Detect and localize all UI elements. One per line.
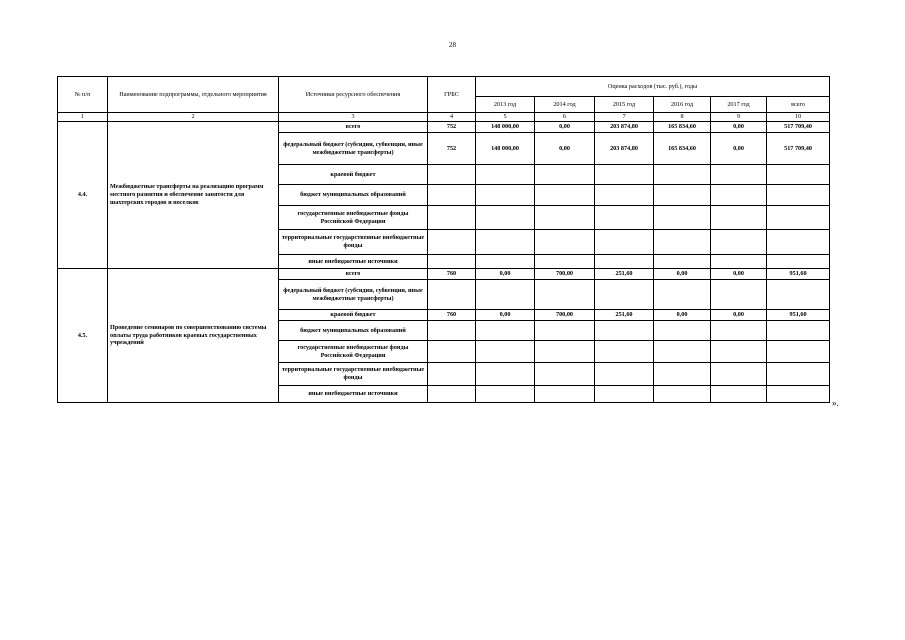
value-cell (767, 165, 830, 185)
source-cell: бюджет муниципальных образований (279, 185, 428, 206)
value-cell (767, 280, 830, 310)
source-cell: всего (279, 269, 428, 280)
value-cell (476, 363, 535, 386)
value-cell (654, 185, 711, 206)
value-cell (711, 280, 767, 310)
value-cell (535, 165, 595, 185)
value-cell (654, 363, 711, 386)
grbs-cell (428, 363, 476, 386)
value-cell (767, 230, 830, 255)
column-number: 3 (279, 113, 428, 122)
value-cell: 0,00 (654, 310, 711, 321)
value-cell (711, 185, 767, 206)
section-code: 4.4. (58, 122, 108, 269)
value-cell (595, 386, 654, 403)
value-cell: 0,00 (476, 310, 535, 321)
value-cell (535, 206, 595, 230)
value-cell (711, 386, 767, 403)
value-cell: 0,00 (711, 269, 767, 280)
value-cell: 203 874,80 (595, 122, 654, 133)
value-cell (535, 386, 595, 403)
value-cell (595, 230, 654, 255)
header-year: 2017 год (711, 97, 767, 113)
grbs-cell: 760 (428, 269, 476, 280)
value-cell (535, 341, 595, 363)
header-year: 2013 год (476, 97, 535, 113)
source-cell: территориальные государственные внебюджетные фонды (279, 363, 428, 386)
source-cell: бюджет муниципальных образований (279, 321, 428, 341)
column-number: 4 (428, 113, 476, 122)
value-cell (767, 341, 830, 363)
value-cell (711, 206, 767, 230)
source-cell: федеральный бюджет (субсидии, субвенции, иные межбюджетные трансферты) (279, 280, 428, 310)
grbs-cell (428, 230, 476, 255)
value-cell (767, 185, 830, 206)
grbs-cell: 752 (428, 122, 476, 133)
value-cell (711, 321, 767, 341)
value-cell (595, 321, 654, 341)
value-cell: 951,60 (767, 269, 830, 280)
source-cell: федеральный бюджет (субсидии, субвенции, иные межбюджетные трансферты) (279, 133, 428, 165)
section-code: 4.5. (58, 269, 108, 403)
value-cell (535, 185, 595, 206)
value-cell (595, 255, 654, 269)
value-cell: 251,60 (595, 310, 654, 321)
value-cell (476, 230, 535, 255)
source-cell: территориальные государственные внебюджетные фонды (279, 230, 428, 255)
value-cell (711, 165, 767, 185)
value-cell (654, 165, 711, 185)
grbs-cell (428, 386, 476, 403)
column-number: 10 (767, 113, 830, 122)
column-number: 5 (476, 113, 535, 122)
value-cell (476, 185, 535, 206)
value-cell: 517 709,40 (767, 122, 830, 133)
header-total: всего (767, 97, 830, 113)
column-number: 1 (58, 113, 108, 122)
header-grbs: ГРБС (428, 77, 476, 113)
header-year: 2016 год (654, 97, 711, 113)
value-cell (535, 230, 595, 255)
value-cell: 0,00 (711, 310, 767, 321)
value-cell: 0,00 (476, 269, 535, 280)
value-cell (476, 386, 535, 403)
value-cell: 148 000,00 (476, 122, 535, 133)
header-name: Наименование подпрограммы, отдельного мероприятия (108, 77, 279, 113)
value-cell (767, 386, 830, 403)
table-row (58, 122, 830, 133)
expenditure-table (57, 76, 830, 403)
source-cell: государственные внебюджетные фонды Российской Федерации (279, 341, 428, 363)
table-row (58, 269, 830, 280)
grbs-cell (428, 341, 476, 363)
value-cell: 148 000,00 (476, 133, 535, 165)
value-cell: 0,00 (535, 122, 595, 133)
closing-quote-mark: ». (832, 398, 839, 408)
value-cell (595, 165, 654, 185)
value-cell (711, 363, 767, 386)
value-cell (595, 280, 654, 310)
value-cell (654, 206, 711, 230)
column-number: 7 (595, 113, 654, 122)
header-num: № п/п (58, 77, 108, 113)
value-cell (711, 255, 767, 269)
grbs-cell (428, 185, 476, 206)
value-cell (476, 280, 535, 310)
value-cell (476, 341, 535, 363)
value-cell (654, 255, 711, 269)
value-cell (535, 280, 595, 310)
value-cell: 517 709,40 (767, 133, 830, 165)
value-cell (711, 230, 767, 255)
value-cell (654, 230, 711, 255)
grbs-cell (428, 206, 476, 230)
value-cell: 165 834,60 (654, 122, 711, 133)
value-cell: 700,00 (535, 310, 595, 321)
grbs-cell (428, 321, 476, 341)
page-number: 28 (449, 41, 456, 49)
value-cell (595, 363, 654, 386)
source-cell: иные внебюджетные источники (279, 255, 428, 269)
value-cell (535, 363, 595, 386)
value-cell (767, 363, 830, 386)
column-number: 6 (535, 113, 595, 122)
column-number: 8 (654, 113, 711, 122)
source-cell: иные внебюджетные источники (279, 386, 428, 403)
column-number: 2 (108, 113, 279, 122)
section-name: Проведение семинаров по совершенствованию системы оплаты труда работников краевых государственных учреждений (108, 269, 279, 403)
value-cell (654, 321, 711, 341)
grbs-cell (428, 255, 476, 269)
section-name: Межбюджетные трансферты на реализацию программ местного развития и обеспечение занятости для шахтерских городов и поселков (108, 122, 279, 269)
value-cell (767, 206, 830, 230)
value-cell (711, 341, 767, 363)
value-cell: 165 834,60 (654, 133, 711, 165)
grbs-cell: 752 (428, 133, 476, 165)
source-cell: краевой бюджет (279, 310, 428, 321)
value-cell (535, 321, 595, 341)
header-estimate: Оценка расходов (тыс. руб.), годы (476, 77, 830, 97)
value-cell: 951,60 (767, 310, 830, 321)
value-cell: 700,00 (535, 269, 595, 280)
value-cell (595, 206, 654, 230)
grbs-cell: 760 (428, 310, 476, 321)
column-number: 9 (711, 113, 767, 122)
header-sources: Источники ресурсного обеспечения (279, 77, 428, 113)
value-cell (476, 321, 535, 341)
value-cell (476, 206, 535, 230)
value-cell (595, 341, 654, 363)
header-year: 2014 год (535, 97, 595, 113)
value-cell (767, 321, 830, 341)
value-cell (476, 255, 535, 269)
value-cell: 0,00 (711, 133, 767, 165)
value-cell: 0,00 (654, 269, 711, 280)
source-cell: краевой бюджет (279, 165, 428, 185)
value-cell (654, 341, 711, 363)
value-cell: 0,00 (711, 122, 767, 133)
header-year: 2015 год (595, 97, 654, 113)
source-cell: государственные внебюджетные фонды Российской Федерации (279, 206, 428, 230)
value-cell (595, 185, 654, 206)
column-number-row (58, 113, 830, 122)
source-cell: всего (279, 122, 428, 133)
value-cell: 203 874,80 (595, 133, 654, 165)
grbs-cell (428, 280, 476, 310)
value-cell: 251,60 (595, 269, 654, 280)
value-cell (654, 280, 711, 310)
value-cell (535, 255, 595, 269)
grbs-cell (428, 165, 476, 185)
value-cell (654, 386, 711, 403)
value-cell (476, 165, 535, 185)
value-cell: 0,00 (535, 133, 595, 165)
value-cell (767, 255, 830, 269)
